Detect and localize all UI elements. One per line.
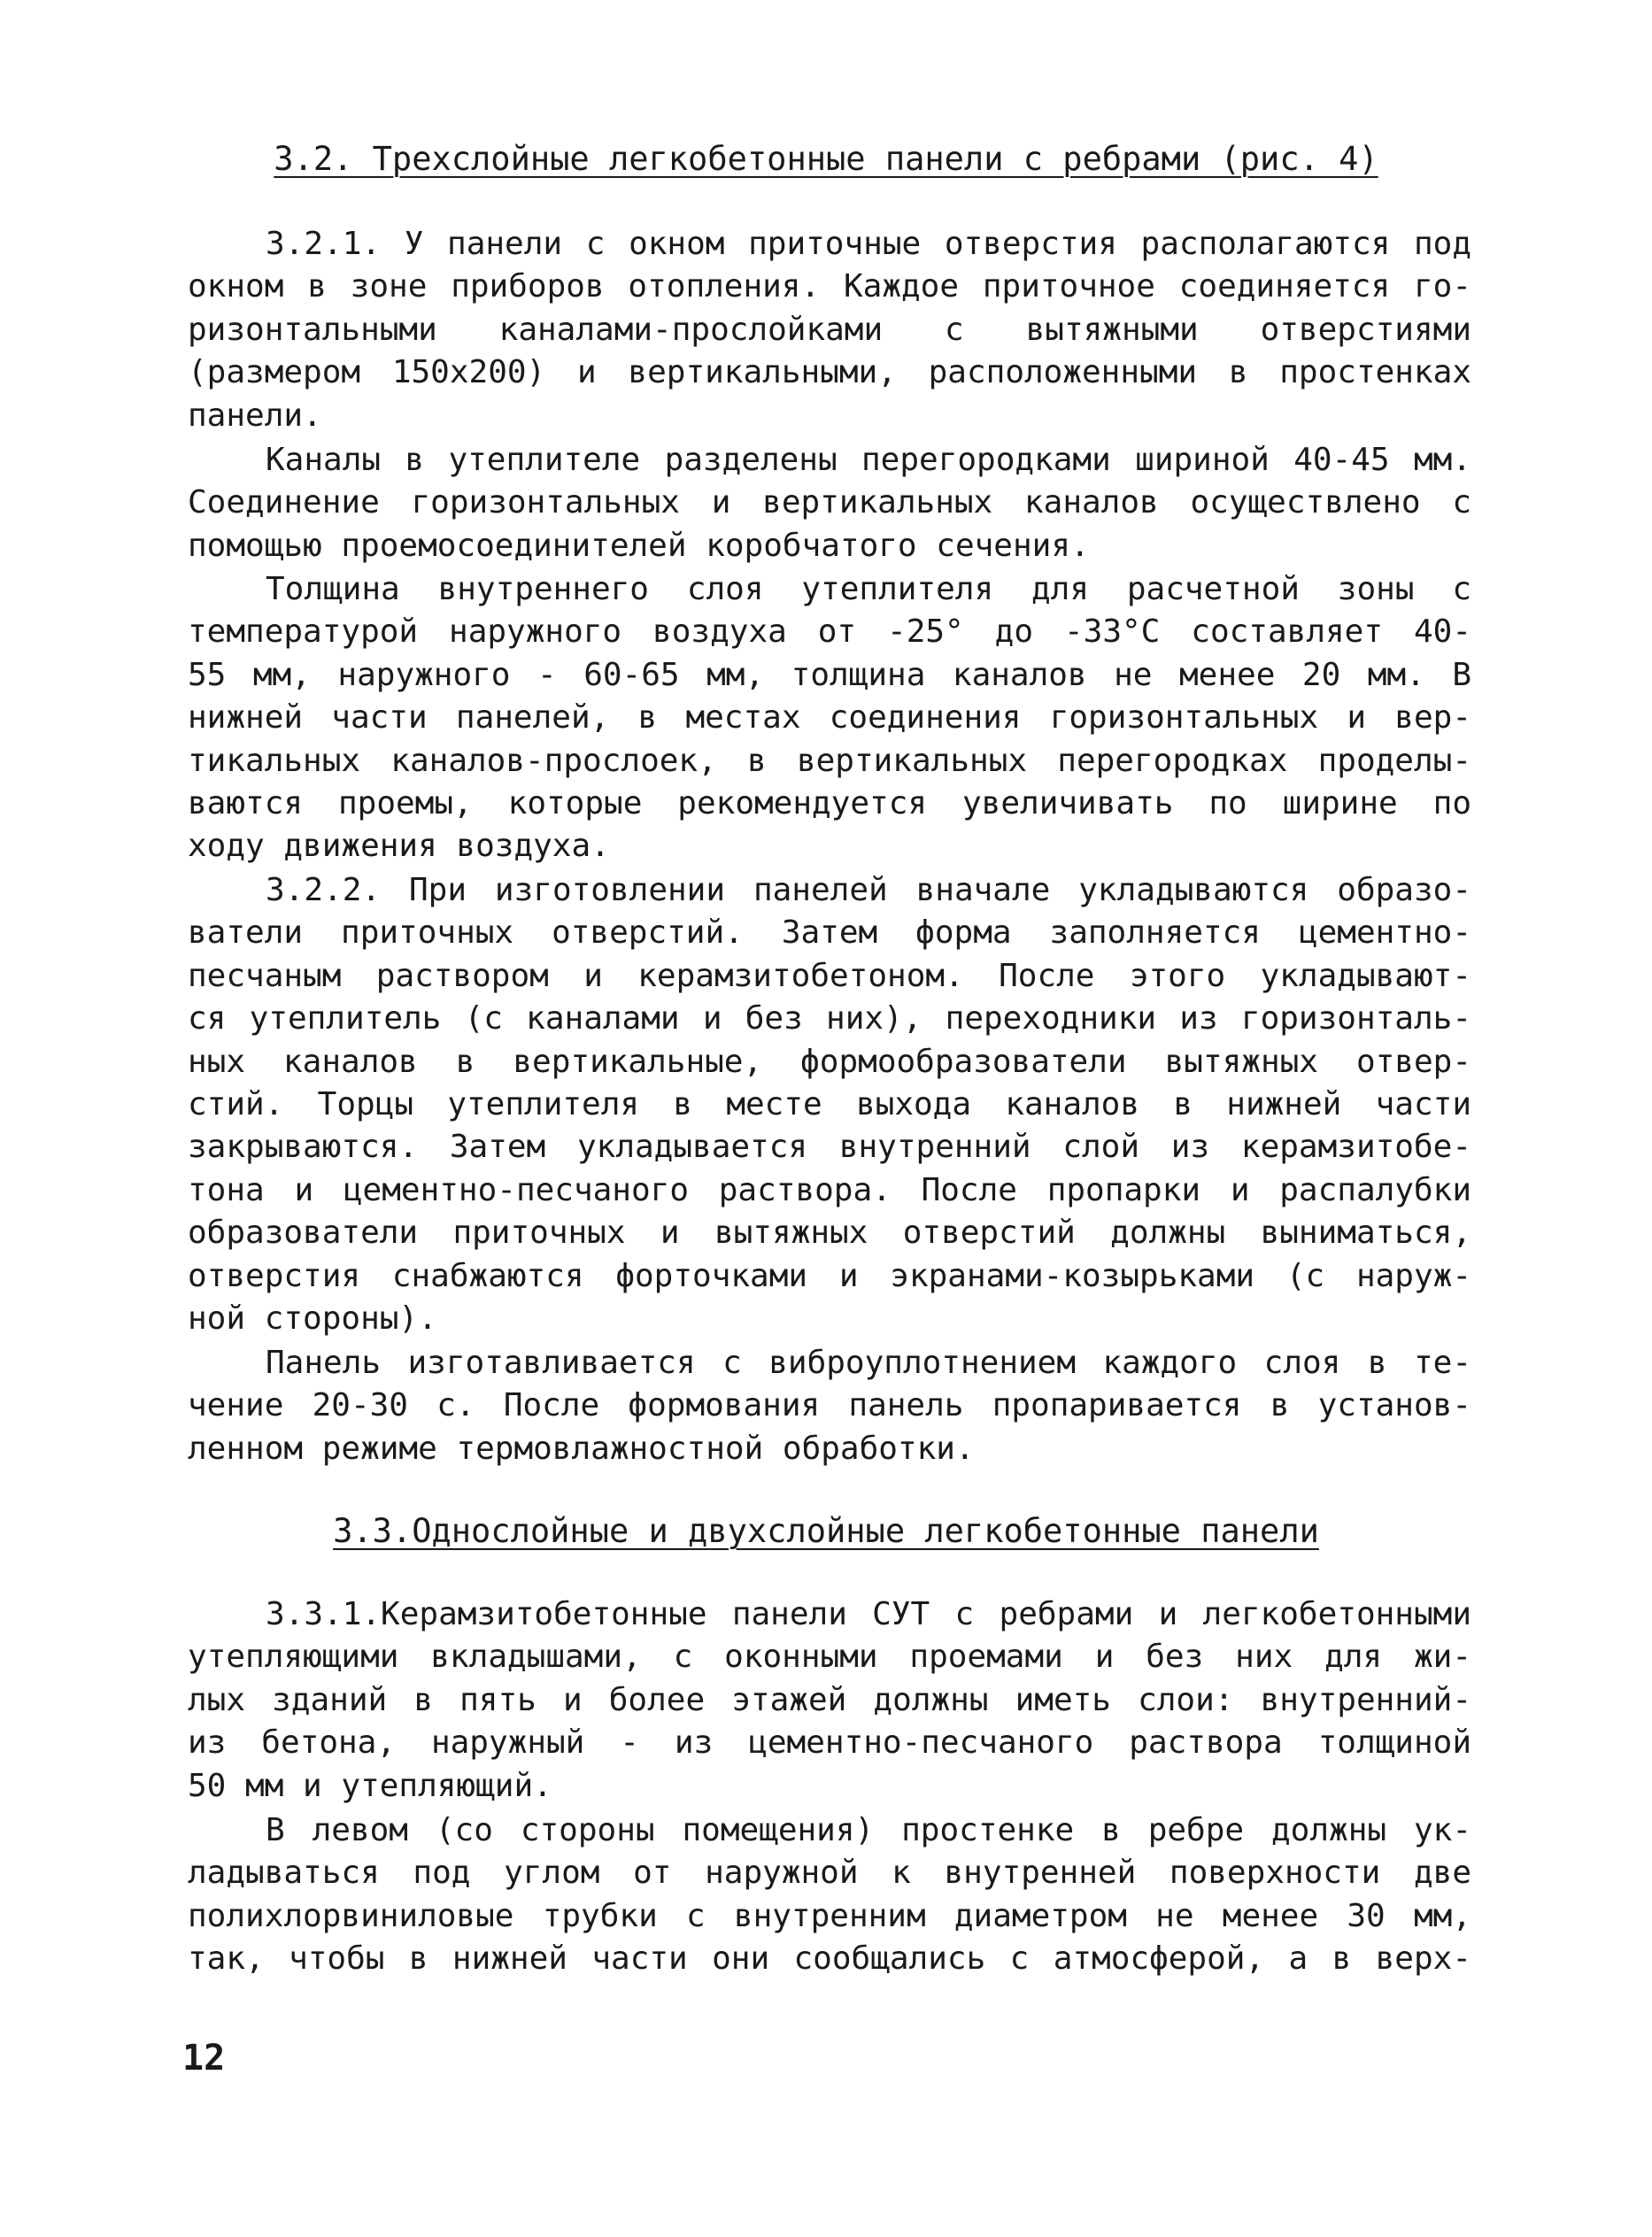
text-line: окном в зоне приборов отопления. Каждое приточное соединяется го-	[188, 268, 1471, 305]
text-line: песчаным раствором и керамзитобетоном. После этого укладывают-	[188, 957, 1471, 994]
paragraph-vibration	[188, 1342, 1471, 1470]
paragraph-thickness	[188, 568, 1471, 868]
text-line: лых зданий в пять и более этажей должны иметь слои: внутренний-	[188, 1681, 1471, 1718]
text-line: температурой наружного воздуха от -25° до -33°С составляет 40-	[188, 613, 1471, 651]
paragraph-channels	[188, 439, 1471, 567]
text-line: 3.3.1.Керамзитобетонные панели СУТ с ребрами и легкобетонными	[266, 1596, 1471, 1632]
text-line: ризонтальными каналами-прослойками с вытяжными отверстиями	[188, 311, 1471, 348]
text-line: Панель изготавливается с виброуплотнением каждого слоя в те-	[266, 1345, 1471, 1381]
text-line: тикальных каналов-прослоек, в вертикальных перегородках проделы-	[188, 742, 1471, 779]
text-line: ваются проемы, которые рекомендуется увеличивать по ширине по	[188, 784, 1471, 822]
text-line: панели.	[188, 397, 322, 434]
text-line: образователи приточных и вытяжных отверстий должны выниматься,	[188, 1215, 1471, 1252]
text-line: 3.2.2. При изготовлении панелей вначале укладываются образо-	[266, 872, 1471, 908]
text-line: ных каналов в вертикальные, формообразователи вытяжных отвер-	[188, 1043, 1471, 1080]
text-line: отверстия снабжаются форточками и экранами-козырьками (с наруж-	[188, 1257, 1471, 1294]
text-line: ленном режиме термовлажностной обработки.	[188, 1430, 975, 1467]
text-line: ной стороны).	[188, 1300, 437, 1337]
text-line: 50 мм и утепляющий.	[188, 1767, 552, 1804]
section-heading-3-2-text: 3.2. Трехслойные легкобетонные панели с ребрами (рис. 4)	[274, 140, 1378, 178]
text-line: ладываться под углом от наружной к внутренней поверхности две	[188, 1855, 1471, 1892]
text-line: ся утеплитель (с каналами и без них), переходники из горизонталь-	[188, 1000, 1471, 1038]
text-line: утепляющими вкладышами, с оконными проемами и без них для жи-	[188, 1639, 1471, 1676]
text-line: ходу движения воздуха.	[188, 828, 610, 865]
paragraph-3-2-1	[188, 223, 1471, 437]
text-line: стий. Торцы утеплителя в месте выхода каналов в нижней части	[188, 1085, 1471, 1122]
text-line: В левом (со стороны помещения) простенке в ребре должны ук-	[266, 1812, 1471, 1848]
text-line: 55 мм, наружного - 60-65 мм, толщина каналов не менее 20 мм. В	[188, 656, 1471, 693]
paragraph-3-3-1	[188, 1593, 1471, 1808]
paragraph-3-2-2	[188, 869, 1471, 1340]
page-number: 12	[182, 2038, 226, 2079]
text-line: нижней части панелей, в местах соединения горизонтальных и вер-	[188, 699, 1471, 737]
section-heading-3-2	[0, 138, 1652, 181]
text-line: (размером 150х200) и вертикальными, расположенными в простенках	[188, 354, 1471, 391]
text-line: Каналы в утеплителе разделены перегородками шириной 40-45 мм.	[266, 442, 1471, 478]
text-line: тона и цементно-песчаного раствора. После пропарки и распалубки	[188, 1171, 1471, 1208]
paragraph-pipes	[188, 1809, 1471, 1981]
text-line: ватели приточных отверстий. Затем форма заполняется цементно-	[188, 914, 1471, 952]
text-line: так, чтобы в нижней части они сообщались с атмосферой, а в верх-	[188, 1940, 1471, 1978]
text-line: 3.2.1. У панели с окном приточные отверстия располагаются под	[266, 226, 1471, 262]
text-line: помощью проемосоединителей коробчатого сечения.	[188, 527, 1090, 564]
section-heading-3-3	[0, 1510, 1652, 1553]
text-line: полихлорвиниловые трубки с внутренним диаметром не менее 30 мм,	[188, 1897, 1471, 1934]
text-line: Толщина внутреннего слоя утеплителя для расчетной зоны с	[266, 571, 1471, 607]
text-line: закрываются. Затем укладывается внутренний слой из керамзитобе-	[188, 1129, 1471, 1166]
text-line: чение 20-30 с. После формования панель пропаривается в установ-	[188, 1387, 1471, 1424]
text-line: Соединение горизонтальных и вертикальных каналов осуществлено с	[188, 484, 1471, 521]
text-line: из бетона, наружный - из цементно-песчаного раствора толщиной	[188, 1724, 1471, 1762]
section-heading-3-3-text: 3.3.Однослойные и двухслойные легкобетонные панели	[333, 1512, 1319, 1550]
